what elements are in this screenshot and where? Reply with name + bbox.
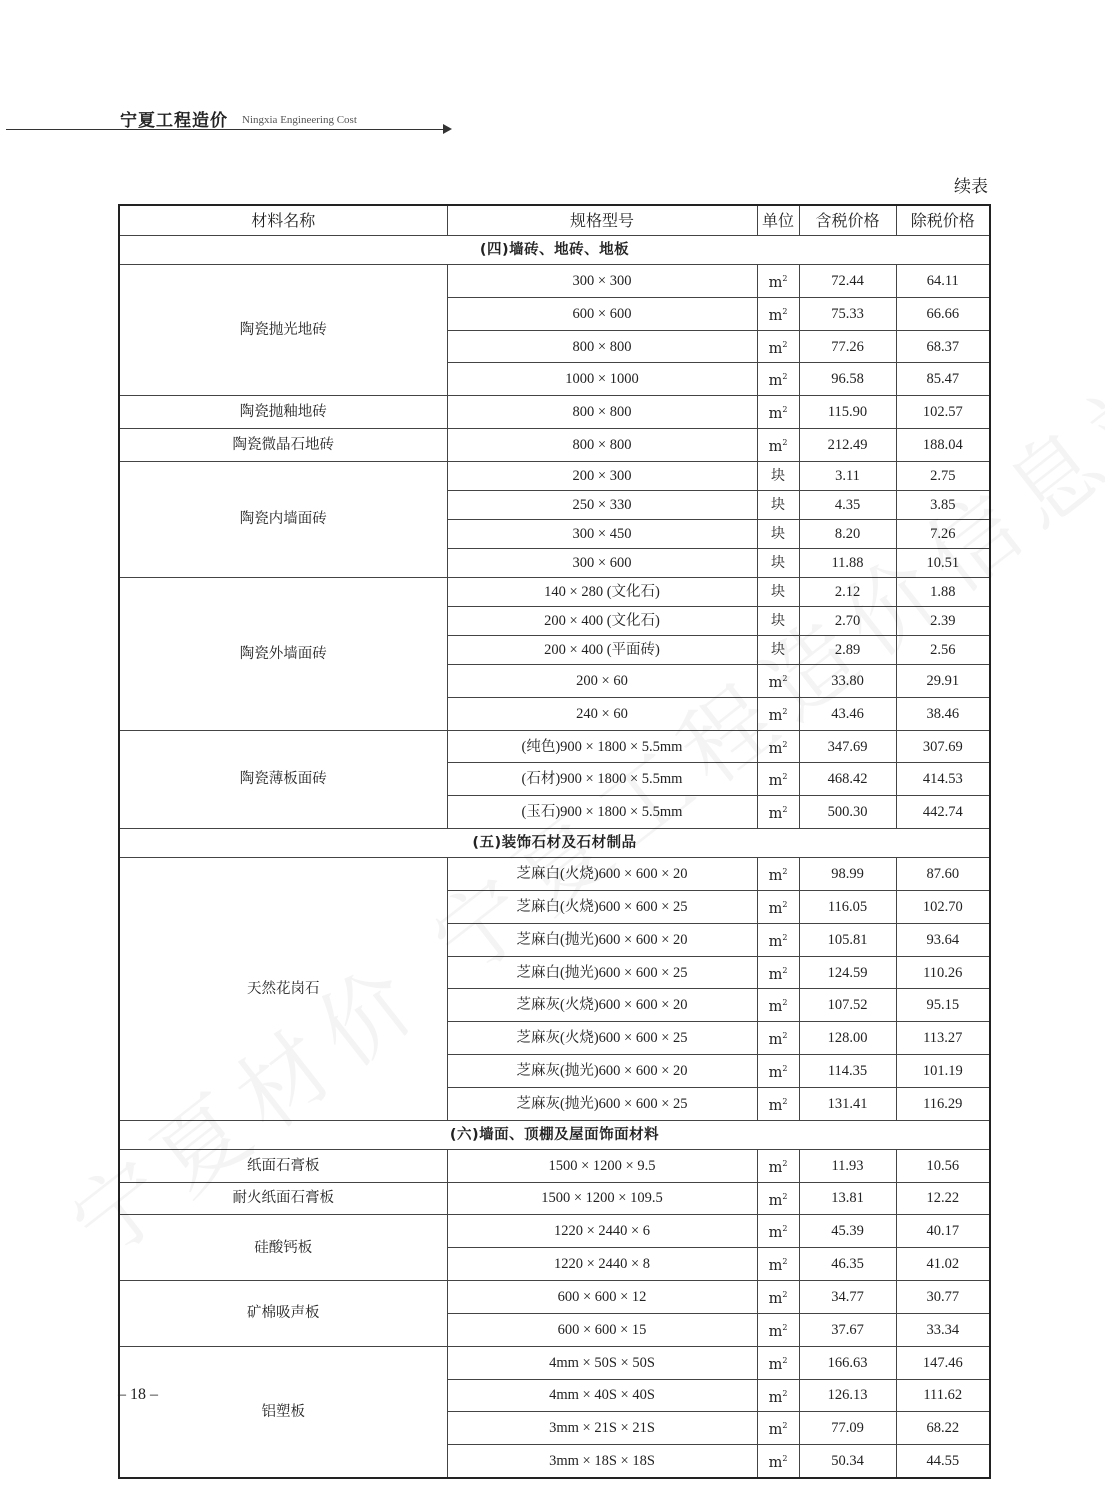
- unit-cell: $m^2$: [757, 1022, 799, 1055]
- price-excl-tax: 442.74: [896, 796, 990, 829]
- price-excl-tax: 307.69: [896, 730, 990, 763]
- price-excl-tax: 85.47: [896, 363, 990, 396]
- spec-cell: 1500 × 1200 × 109.5: [447, 1182, 757, 1215]
- unit-text: 块: [771, 583, 785, 600]
- spec-cell: 1000 × 1000: [447, 363, 757, 396]
- material-name: 硅酸钙板: [119, 1215, 447, 1281]
- price-incl-tax: 11.93: [799, 1149, 896, 1182]
- price-excl-tax: 10.56: [896, 1149, 990, 1182]
- price-excl-tax: 93.64: [896, 923, 990, 956]
- price-excl-tax: 95.15: [896, 989, 990, 1022]
- section-row: [119, 829, 990, 858]
- price-excl-tax: 68.22: [896, 1412, 990, 1445]
- price-incl-tax: 46.35: [799, 1248, 896, 1281]
- spec-cell: 200 × 400 (平面砖): [447, 635, 757, 664]
- price-excl-tax: 30.77: [896, 1281, 990, 1314]
- price-incl-tax: 124.59: [799, 956, 896, 989]
- page-number: – 18 –: [118, 1386, 158, 1403]
- price-excl-tax: 2.56: [896, 635, 990, 664]
- spec-cell: 芝麻灰(火烧)600 × 600 × 20: [447, 989, 757, 1022]
- unit-cell: [757, 461, 799, 490]
- spec-cell: 300 × 600: [447, 548, 757, 577]
- spec-cell: 1220 × 2440 × 8: [447, 1248, 757, 1281]
- unit-text: 块: [771, 467, 785, 484]
- price-excl-tax: 33.34: [896, 1313, 990, 1346]
- price-incl-tax: 2.12: [799, 577, 896, 606]
- material-name: 矿棉吸声板: [119, 1281, 447, 1347]
- unit-cell: $m^2$: [757, 1182, 799, 1215]
- price-incl-tax: 72.44: [799, 265, 896, 298]
- unit-cell: $m^2$: [757, 1445, 799, 1478]
- spec-cell: 140 × 280 (文化石): [447, 577, 757, 606]
- unit-cell: $m^2$: [757, 297, 799, 330]
- running-header: [0, 106, 460, 136]
- price-incl-tax: 77.09: [799, 1412, 896, 1445]
- price-excl-tax: 40.17: [896, 1215, 990, 1248]
- header-title: 宁夏工程造价: [120, 111, 228, 131]
- unit-text: 块: [771, 496, 785, 513]
- spec-cell: 4mm × 50S × 50S: [447, 1346, 757, 1379]
- spec-cell: 300 × 450: [447, 519, 757, 548]
- spec-cell: 3mm × 18S × 18S: [447, 1445, 757, 1478]
- spec-cell: 800 × 800: [447, 429, 757, 462]
- spec-cell: (玉石)900 × 1800 × 5.5mm: [447, 796, 757, 829]
- unit-cell: $m^2$: [757, 796, 799, 829]
- column-header: 含税价格: [799, 205, 896, 236]
- price-excl-tax: 113.27: [896, 1022, 990, 1055]
- price-incl-tax: 212.49: [799, 429, 896, 462]
- material-name: 纸面石膏板: [119, 1149, 447, 1182]
- spec-cell: 800 × 800: [447, 396, 757, 429]
- price-excl-tax: 44.55: [896, 1445, 990, 1478]
- section-title: (六)墙面、顶棚及屋面饰面材料: [119, 1120, 990, 1149]
- price-incl-tax: 43.46: [799, 697, 896, 730]
- price-table: [118, 204, 991, 1479]
- section-row: [119, 236, 990, 265]
- spec-cell: 600 × 600 × 12: [447, 1281, 757, 1314]
- price-incl-tax: 107.52: [799, 989, 896, 1022]
- unit-cell: [757, 577, 799, 606]
- table-header-row: [119, 205, 990, 236]
- spec-cell: 芝麻灰(抛光)600 × 600 × 25: [447, 1087, 757, 1120]
- table-row: [119, 1281, 990, 1314]
- material-name: 耐火纸面石膏板: [119, 1182, 447, 1215]
- unit-cell: [757, 606, 799, 635]
- spec-cell: (石材)900 × 1800 × 5.5mm: [447, 763, 757, 796]
- price-incl-tax: 37.67: [799, 1313, 896, 1346]
- unit-cell: [757, 548, 799, 577]
- unit-cell: $m^2$: [757, 730, 799, 763]
- unit-cell: [757, 490, 799, 519]
- price-incl-tax: 4.35: [799, 490, 896, 519]
- price-incl-tax: 77.26: [799, 330, 896, 363]
- unit-cell: $m^2$: [757, 989, 799, 1022]
- price-excl-tax: 41.02: [896, 1248, 990, 1281]
- price-excl-tax: 64.11: [896, 265, 990, 298]
- table-row: [119, 577, 990, 606]
- price-incl-tax: 115.90: [799, 396, 896, 429]
- price-excl-tax: 414.53: [896, 763, 990, 796]
- column-header: 单位: [757, 205, 799, 236]
- price-incl-tax: 2.89: [799, 635, 896, 664]
- spec-cell: 300 × 300: [447, 265, 757, 298]
- spec-cell: 4mm × 40S × 40S: [447, 1379, 757, 1412]
- section-title: (五)装饰石材及石材制品: [119, 829, 990, 858]
- unit-cell: $m^2$: [757, 664, 799, 697]
- unit-cell: $m^2$: [757, 1149, 799, 1182]
- section-row: [119, 1120, 990, 1149]
- unit-cell: [757, 635, 799, 664]
- price-excl-tax: 7.26: [896, 519, 990, 548]
- continued-label: 续表: [954, 177, 988, 197]
- price-incl-tax: 116.05: [799, 890, 896, 923]
- unit-text: 块: [771, 554, 785, 571]
- unit-cell: $m^2$: [757, 956, 799, 989]
- price-excl-tax: 10.51: [896, 548, 990, 577]
- unit-cell: $m^2$: [757, 1346, 799, 1379]
- price-excl-tax: 102.70: [896, 890, 990, 923]
- price-excl-tax: 101.19: [896, 1055, 990, 1088]
- price-excl-tax: 147.46: [896, 1346, 990, 1379]
- spec-cell: 芝麻灰(抛光)600 × 600 × 20: [447, 1055, 757, 1088]
- price-incl-tax: 96.58: [799, 363, 896, 396]
- table-row: [119, 1149, 990, 1182]
- price-incl-tax: 8.20: [799, 519, 896, 548]
- spec-cell: 800 × 800: [447, 330, 757, 363]
- price-incl-tax: 50.34: [799, 1445, 896, 1478]
- unit-cell: $m^2$: [757, 1379, 799, 1412]
- spec-cell: 250 × 330: [447, 490, 757, 519]
- price-incl-tax: 75.33: [799, 297, 896, 330]
- spec-cell: 600 × 600 × 15: [447, 1313, 757, 1346]
- column-header: 除税价格: [896, 205, 990, 236]
- unit-cell: $m^2$: [757, 763, 799, 796]
- spec-cell: 芝麻白(火烧)600 × 600 × 25: [447, 890, 757, 923]
- table-row: [119, 461, 990, 490]
- table-row: [119, 429, 990, 462]
- section-title: (四)墙砖、地砖、地板: [119, 236, 990, 265]
- unit-cell: $m^2$: [757, 330, 799, 363]
- price-incl-tax: 98.99: [799, 858, 896, 891]
- spec-cell: 200 × 400 (文化石): [447, 606, 757, 635]
- price-excl-tax: 29.91: [896, 664, 990, 697]
- spec-cell: 3mm × 21S × 21S: [447, 1412, 757, 1445]
- price-incl-tax: 166.63: [799, 1346, 896, 1379]
- spec-cell: 芝麻白(抛光)600 × 600 × 25: [447, 956, 757, 989]
- unit-cell: $m^2$: [757, 363, 799, 396]
- price-excl-tax: 38.46: [896, 697, 990, 730]
- unit-cell: $m^2$: [757, 858, 799, 891]
- spec-cell: 芝麻灰(火烧)600 × 600 × 25: [447, 1022, 757, 1055]
- table-row: [119, 265, 990, 298]
- arrow-icon: [443, 124, 452, 134]
- price-excl-tax: 66.66: [896, 297, 990, 330]
- unit-cell: $m^2$: [757, 429, 799, 462]
- price-incl-tax: 126.13: [799, 1379, 896, 1412]
- table-row: [119, 1182, 990, 1215]
- table-body: [119, 236, 990, 1479]
- material-name: 天然花岗石: [119, 858, 447, 1121]
- price-excl-tax: 87.60: [896, 858, 990, 891]
- unit-cell: $m^2$: [757, 923, 799, 956]
- price-incl-tax: 45.39: [799, 1215, 896, 1248]
- price-excl-tax: 68.37: [896, 330, 990, 363]
- unit-cell: $m^2$: [757, 1313, 799, 1346]
- price-excl-tax: 111.62: [896, 1379, 990, 1412]
- unit-text: 块: [771, 612, 785, 629]
- table-row: [119, 1346, 990, 1379]
- unit-cell: $m^2$: [757, 1412, 799, 1445]
- price-incl-tax: 13.81: [799, 1182, 896, 1215]
- price-incl-tax: 34.77: [799, 1281, 896, 1314]
- material-name: 陶瓷薄板面砖: [119, 730, 447, 828]
- unit-cell: $m^2$: [757, 1055, 799, 1088]
- spec-cell: 600 × 600: [447, 297, 757, 330]
- material-name: 陶瓷内墙面砖: [119, 461, 447, 577]
- price-excl-tax: 116.29: [896, 1087, 990, 1120]
- material-name: 陶瓷外墙面砖: [119, 577, 447, 730]
- price-excl-tax: 2.75: [896, 461, 990, 490]
- price-excl-tax: 2.39: [896, 606, 990, 635]
- price-incl-tax: 33.80: [799, 664, 896, 697]
- price-incl-tax: 128.00: [799, 1022, 896, 1055]
- price-excl-tax: 110.26: [896, 956, 990, 989]
- spec-cell: 芝麻白(火烧)600 × 600 × 20: [447, 858, 757, 891]
- unit-cell: $m^2$: [757, 1248, 799, 1281]
- unit-cell: $m^2$: [757, 265, 799, 298]
- price-incl-tax: 11.88: [799, 548, 896, 577]
- price-excl-tax: 1.88: [896, 577, 990, 606]
- price-incl-tax: 114.35: [799, 1055, 896, 1088]
- table-row: [119, 1215, 990, 1248]
- material-name: 陶瓷微晶石地砖: [119, 429, 447, 462]
- price-incl-tax: 131.41: [799, 1087, 896, 1120]
- price-excl-tax: 102.57: [896, 396, 990, 429]
- price-incl-tax: 3.11: [799, 461, 896, 490]
- spec-cell: 芝麻白(抛光)600 × 600 × 20: [447, 923, 757, 956]
- material-name: 陶瓷抛光地砖: [119, 265, 447, 396]
- spec-cell: 1220 × 2440 × 6: [447, 1215, 757, 1248]
- header-rule: [6, 129, 446, 130]
- price-excl-tax: 188.04: [896, 429, 990, 462]
- unit-cell: [757, 519, 799, 548]
- spec-cell: 1500 × 1200 × 9.5: [447, 1149, 757, 1182]
- price-incl-tax: 468.42: [799, 763, 896, 796]
- spec-cell: 200 × 300: [447, 461, 757, 490]
- spec-cell: (纯色)900 × 1800 × 5.5mm: [447, 730, 757, 763]
- unit-cell: $m^2$: [757, 697, 799, 730]
- unit-cell: $m^2$: [757, 1281, 799, 1314]
- price-incl-tax: 500.30: [799, 796, 896, 829]
- price-excl-tax: 12.22: [896, 1182, 990, 1215]
- spec-cell: 200 × 60: [447, 664, 757, 697]
- unit-text: 块: [771, 525, 785, 542]
- unit-cell: $m^2$: [757, 396, 799, 429]
- price-incl-tax: 105.81: [799, 923, 896, 956]
- material-name: 铝塑板: [119, 1346, 447, 1478]
- price-excl-tax: 3.85: [896, 490, 990, 519]
- spec-cell: 240 × 60: [447, 697, 757, 730]
- header-subtitle: Ningxia Engineering Cost: [242, 114, 357, 126]
- unit-text: 块: [771, 641, 785, 658]
- unit-cell: $m^2$: [757, 1087, 799, 1120]
- table-row: [119, 730, 990, 763]
- material-name: 陶瓷抛釉地砖: [119, 396, 447, 429]
- table-row: [119, 396, 990, 429]
- price-incl-tax: 2.70: [799, 606, 896, 635]
- column-header: 规格型号: [447, 205, 757, 236]
- unit-cell: $m^2$: [757, 1215, 799, 1248]
- table-row: [119, 858, 990, 891]
- column-header: 材料名称: [119, 205, 447, 236]
- price-incl-tax: 347.69: [799, 730, 896, 763]
- unit-cell: $m^2$: [757, 890, 799, 923]
